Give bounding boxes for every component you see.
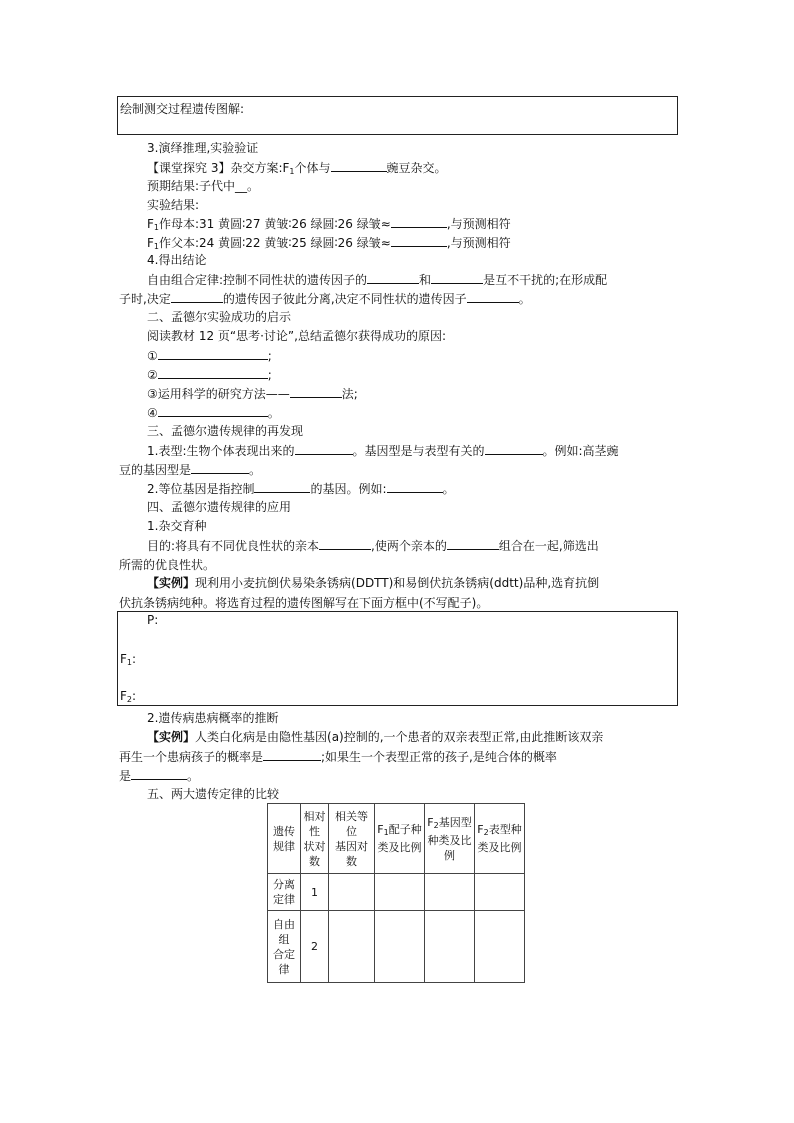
table-cell-blank[interactable]: [425, 874, 475, 911]
sec2-reason-2: ② ;: [147, 368, 272, 382]
breeding-diagram-box: [117, 611, 678, 706]
blank[interactable]: [447, 537, 499, 550]
table-row: [268, 911, 525, 983]
s4-law-line1: 自由组合定律:控制不同性状的遗传因子的 和 是互不干扰的;在形成配: [147, 273, 608, 287]
box-f2-label: $F_2$:: [120, 689, 137, 704]
sec3-p2: 2.等位基因是指控制 的基因。例如: 。: [147, 482, 455, 496]
blank[interactable]: [387, 480, 443, 493]
blank[interactable]: [131, 767, 187, 780]
table-cell-blank[interactable]: [329, 874, 375, 911]
blank[interactable]: [158, 366, 268, 379]
blank[interactable]: [331, 159, 387, 172]
blank[interactable]: [158, 347, 268, 360]
sec4-sub2: 2.遗传病患病概率的推断: [147, 711, 279, 725]
sec2-read: 阅读教材 12 页“思考·讨论”,总结孟德尔获得成功的原因:: [147, 329, 447, 343]
s3-predict: 预期结果:子代中__。: [147, 179, 260, 193]
comparison-table: [267, 803, 525, 983]
sec2-reason-4: ④ 。: [147, 406, 280, 420]
blank[interactable]: [319, 537, 371, 550]
sec2-heading: 二、孟德尔实验成功的启示: [147, 310, 292, 324]
test-cross-box-label: 绘制测交过程遗传图解:: [120, 102, 245, 116]
box-p-label: P:: [147, 613, 159, 627]
th-trait-pairs: 相对 性 状对 数: [301, 804, 329, 874]
sec4-purpose-line1: 目的:将具有不同优良性状的亲本 ,使两个亲本的 组合在一起,筛选出: [147, 539, 599, 553]
table-cell-blank[interactable]: [329, 911, 375, 983]
blank[interactable]: [485, 442, 543, 455]
sec5-heading: 五、两大遗传定律的比较: [147, 787, 280, 801]
s3-mother: $F_1$作母本:31 黄圆∶27 黄皱∶26 绿圆∶26 绿皱≈ ,与预测相符: [147, 217, 511, 232]
blank[interactable]: [191, 461, 249, 474]
blank[interactable]: [391, 234, 447, 247]
sec3-p1-line1: 1.表型:生物个体表现出来的 。基因型是与表型有关的 。例如:高茎豌: [147, 444, 619, 458]
sec4-example2-line2: 再生一个患病孩子的概率是 ;如果生一个表型正常的孩子,是纯合体的概率: [119, 750, 557, 764]
sec2-reason-1: ① ;: [147, 349, 272, 363]
blank[interactable]: [158, 404, 268, 417]
s3-heading: 3.演绎推理,实验验证: [147, 141, 259, 155]
th-allele-pairs: 相关等 位 基因对 数: [329, 804, 375, 874]
blank[interactable]: [431, 271, 483, 284]
row-independent-trait-pairs: 2: [301, 911, 329, 983]
th-law: 遗传 规律: [268, 804, 301, 874]
blank[interactable]: [290, 385, 342, 398]
s4-heading: 4.得出结论: [147, 253, 207, 267]
blank[interactable]: [263, 748, 321, 761]
s4-law-line2: 子时,决定 的遗传因子彼此分离,决定不同性状的遗传因子 。: [119, 292, 531, 306]
sec4-example2-line1: 【实例】人类白化病是由隐性基因(a)控制的,一个患者的双亲表型正常,由此推断该双亲: [147, 730, 604, 744]
th-f1-gametes: $F_1$配子种 类及比例: [375, 804, 425, 874]
table-cell-blank[interactable]: [375, 911, 425, 983]
row-segregation-name: 分离 定律: [268, 874, 301, 911]
sec4-example2-line3: 是 。: [119, 769, 200, 783]
table-row: [268, 874, 525, 911]
blank[interactable]: [467, 290, 519, 303]
table-cell-blank[interactable]: [475, 874, 525, 911]
sec4-sub1: 1.杂交育种: [147, 519, 207, 533]
sec3-heading: 三、孟德尔遗传规律的再发现: [147, 424, 304, 438]
box-f1-label: $F_1$:: [120, 652, 137, 667]
sec4-example1-line2: 伏抗条锈病纯种。将选育过程的遗传图解写在下面方框中(不写配子)。: [119, 596, 489, 610]
sec4-example1-line1: 【实例】现利用小麦抗倒伏易染条锈病(DDTT)和易倒伏抗条锈病(ddtt)品种,选育抗倒: [147, 576, 600, 590]
blank[interactable]: [254, 480, 310, 493]
blank[interactable]: [171, 290, 223, 303]
sec2-reason-3: ③运用科学的研究方法—— 法;: [147, 387, 358, 401]
sec3-p1-line2: 豆的基因型是 。: [119, 463, 262, 477]
blank[interactable]: [391, 215, 447, 228]
th-f2-genotypes: $F_2$基因型 种类及比 例: [425, 804, 475, 874]
th-f2-phenotypes: $F_2$表型种 类及比例: [475, 804, 525, 874]
table-cell-blank[interactable]: [375, 874, 425, 911]
blank[interactable]: [367, 271, 419, 284]
sec4-heading: 四、孟德尔遗传规律的应用: [147, 500, 292, 514]
row-independent-name: 自由 组 合定 律: [268, 911, 301, 983]
table-cell-blank[interactable]: [475, 911, 525, 983]
s3-explore: 【课堂探究 3】杂交方案$:F_1$个体与 豌豆杂交。: [147, 161, 447, 176]
table-header-row: [268, 804, 525, 874]
s3-result-label: 实验结果:: [147, 198, 200, 212]
table-cell-blank[interactable]: [425, 911, 475, 983]
blank[interactable]: [295, 442, 353, 455]
sec4-purpose-line2: 所需的优良性状。: [119, 558, 216, 572]
row-segregation-trait-pairs: 1: [301, 874, 329, 911]
s3-father: $F_1$作父本:24 黄圆∶22 黄皱∶25 绿圆∶26 绿皱≈ ,与预测相符: [147, 236, 511, 251]
